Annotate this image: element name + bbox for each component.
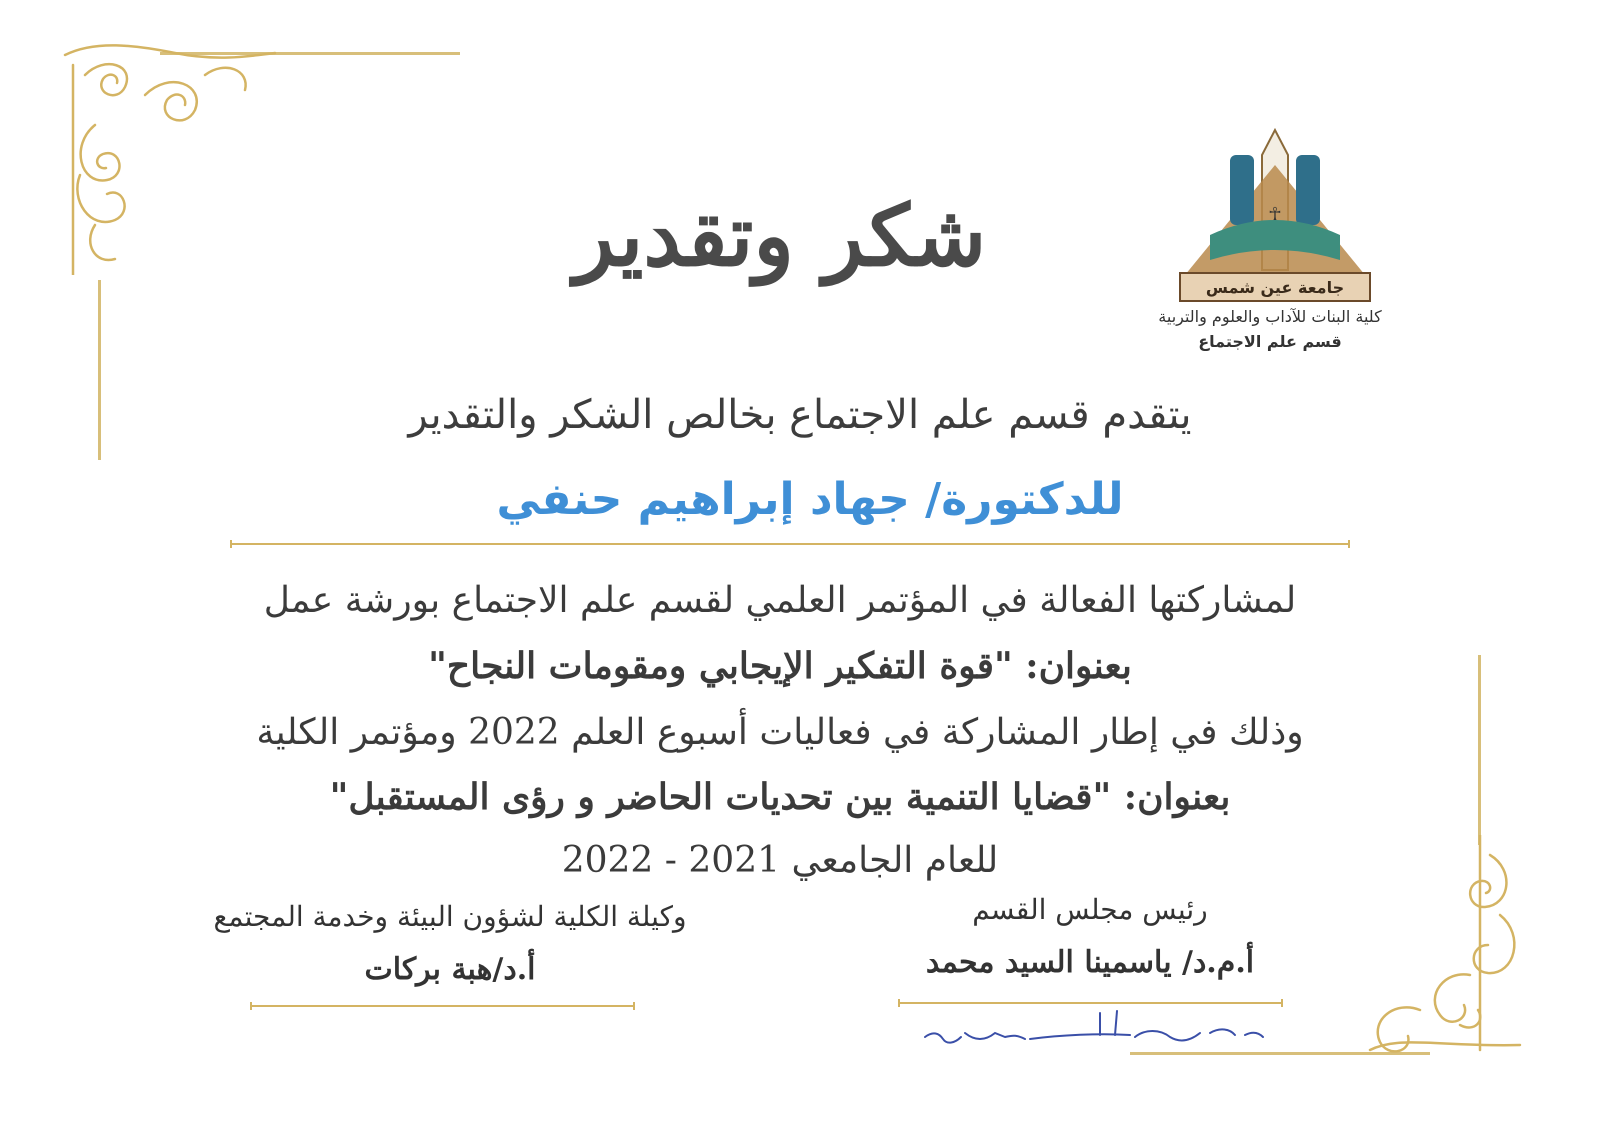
body-line-4: بعنوان: "قضايا التنمية بين تحديات الحاضر و رؤى المستقبل" (329, 776, 1231, 818)
signature-right-line (898, 1002, 1283, 1004)
ain-shams-emblem-icon (1150, 125, 1400, 305)
signature-right-name: أ.م.د/ ياسمينا السيد محمد (925, 945, 1255, 980)
frame-right-line (1478, 655, 1481, 845)
university-logo (1150, 125, 1400, 365)
signature-left-role: وكيلة الكلية لشؤون البيئة وخدمة المجتمع (213, 900, 687, 933)
signature-left-name: أ.د/هبة بركات (364, 952, 536, 987)
body-line-2: بعنوان: "قوة التفكير الإيجابي ومقومات النجاح" (428, 645, 1132, 687)
certificate-title: شكر وتقدير (573, 186, 987, 285)
signature-right-role: رئيس مجلس القسم (972, 893, 1208, 926)
logo-department-name: قسم علم الاجتماع (1198, 332, 1342, 351)
corner-ornament-top-left (55, 35, 285, 275)
svg-text:☥: ☥ (1268, 204, 1282, 225)
logo-faculty-name: كلية البنات للآداب والعلوم والتربية (1158, 307, 1382, 326)
intro-line: يتقدم قسم علم الاجتماع بخالص الشكر والتقدير (408, 392, 1192, 438)
logo-university-name: جامعة عين شمس (1205, 278, 1345, 297)
body-line-1: لمشاركتها الفعالة في المؤتمر العلمي لقسم علم الاجتماع بورشة عمل (263, 580, 1297, 621)
recipient-name: للدكتورة/ جهاد إبراهيم حنفي (496, 474, 1124, 525)
handwritten-signature (910, 1005, 1290, 1050)
recipient-divider (230, 543, 1350, 545)
body-line-3: وذلك في إطار المشاركة في فعاليات أسبوع العلم 2022 ومؤتمر الكلية (256, 712, 1304, 753)
signature-left-line (250, 1005, 635, 1007)
body-line-5: للعام الجامعي 2021 - 2022 (561, 840, 999, 881)
frame-left-line (98, 280, 101, 460)
corner-ornament-bottom-right (1360, 835, 1530, 1065)
